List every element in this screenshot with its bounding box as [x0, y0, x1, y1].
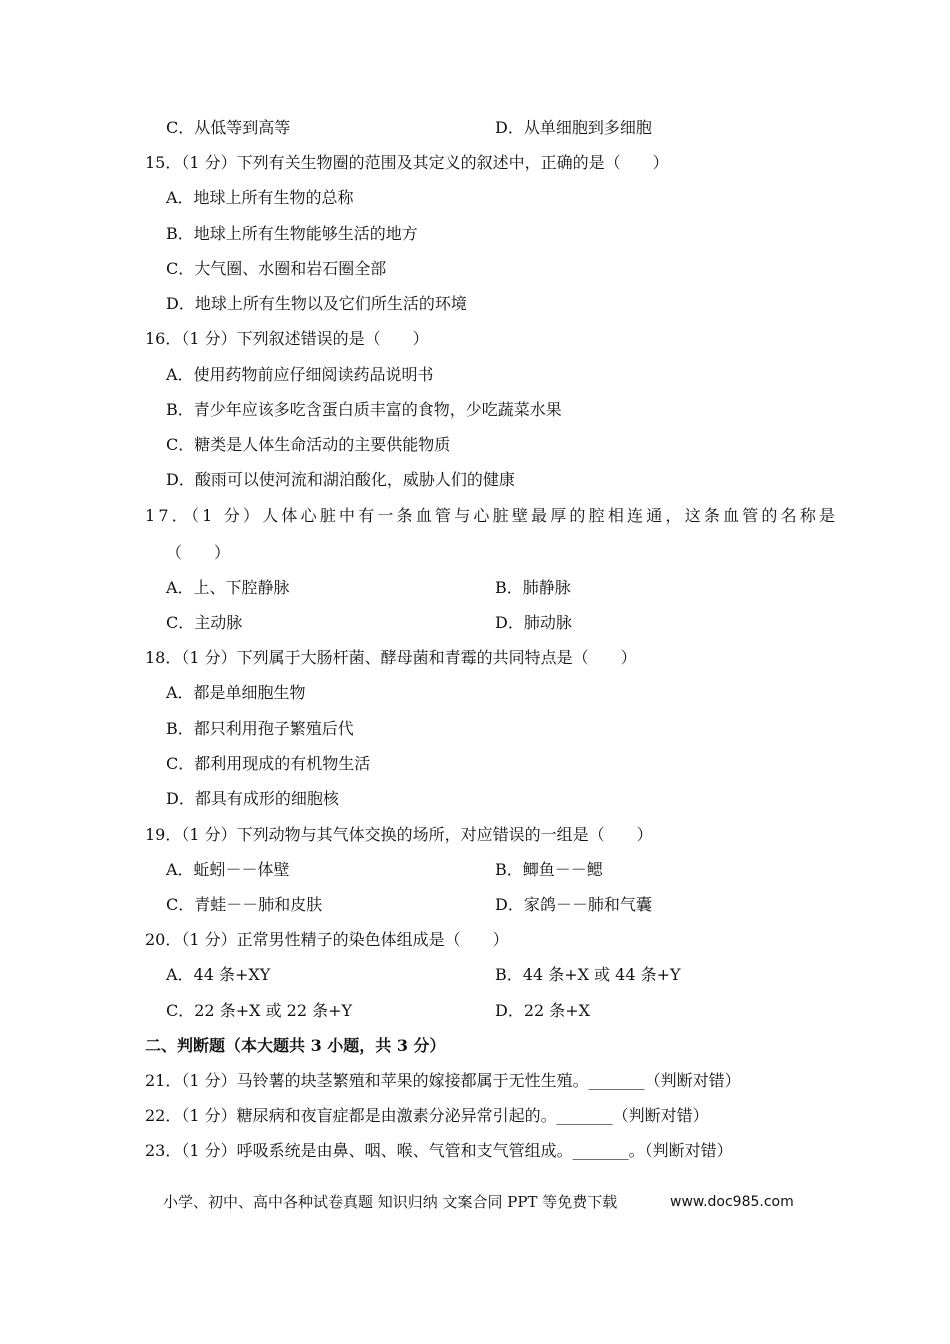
section-heading-true-false: 二、判断题（本大题共 3 小题，共 3 分） — [145, 1036, 446, 1055]
q17-option-b: B．肺静脉 — [495, 578, 571, 597]
q19-option-c: C．青蛙－－肺和皮肤 — [166, 895, 323, 914]
q19-option-d: D．家鸽－－肺和气囊 — [495, 895, 652, 914]
q19-stem: 19．（1 分）下列动物与其气体交换的场所，对应错误的一组是（ ） — [145, 825, 653, 844]
q18-option-b: B．都只利用孢子繁殖后代 — [166, 719, 354, 738]
q16-option-c: C．糖类是人体生命活动的主要供能物质 — [166, 435, 451, 454]
q20-option-a: A．44 条+XY — [166, 965, 271, 984]
q20-option-b: B．44 条+X 或 44 条+Y — [495, 965, 681, 984]
q15-stem: 15．（1 分）下列有关生物圈的范围及其定义的叙述中，正确的是（ ） — [145, 153, 669, 172]
q14-option-c: C．从低等到高等 — [166, 118, 291, 137]
q20-option-c: C．22 条+X 或 22 条+Y — [166, 1001, 353, 1020]
footer-site-link[interactable]: www.doc985.com — [670, 1194, 794, 1210]
q19-option-b: B．鲫鱼－－鳃 — [495, 860, 603, 879]
q18-option-c: C．都利用现成的有机物生活 — [166, 754, 371, 773]
q20-option-d: D．22 条+X — [495, 1001, 591, 1020]
q15-option-a: A．地球上所有生物的总称 — [166, 188, 354, 207]
page-footer — [163, 1191, 803, 1213]
q17-option-d: D．肺动脉 — [495, 613, 572, 632]
q15-option-b: B．地球上所有生物能够生活的地方 — [166, 224, 418, 243]
q23-stem: 23．（1 分）呼吸系统是由鼻、咽、喉、气管和支气管组成。_______。（判断对错） — [145, 1141, 733, 1160]
q18-option-a: A．都是单细胞生物 — [166, 683, 306, 702]
footer-text: 小学、初中、高中各种试卷真题 知识归纳 文案合同 PPT 等免费下载 — [163, 1193, 618, 1211]
q16-stem: 16．（1 分）下列叙述错误的是（ ） — [145, 329, 429, 348]
q14-option-d: D．从单细胞到多细胞 — [495, 118, 652, 137]
q17-option-c: C．主动脉 — [166, 613, 243, 632]
q20-stem: 20．（1 分）正常男性精子的染色体组成是（ ） — [145, 930, 509, 949]
q22-stem: 22．（1 分）糖尿病和夜盲症都是由激素分泌异常引起的。_______（判断对错） — [145, 1106, 709, 1125]
q16-option-a: A．使用药物前应仔细阅读药品说明书 — [166, 365, 434, 384]
q15-option-c: C．大气圈、水圈和岩石圈全部 — [166, 259, 387, 278]
q16-option-b: B．青少年应该多吃含蛋白质丰富的食物，少吃蔬菜水果 — [166, 400, 562, 419]
q19-option-a: A．蚯蚓－－体壁 — [166, 860, 290, 879]
q17-option-a: A．上、下腔静脉 — [166, 578, 290, 597]
q21-stem: 21．（1 分）马铃薯的块茎繁殖和苹果的嫁接都属于无性生殖。_______（判断对错） — [145, 1071, 741, 1090]
q15-option-d: D．地球上所有生物以及它们所生活的环境 — [166, 294, 467, 313]
q16-option-d: D．酸雨可以使河流和湖泊酸化，威胁人们的健康 — [166, 470, 515, 489]
q18-option-d: D．都具有成形的细胞核 — [166, 789, 339, 808]
q18-stem: 18．（1 分）下列属于大肠杆菌、酵母菌和青霉的共同特点是（ ） — [145, 648, 637, 667]
q17-stem-line2: （ ） — [166, 543, 231, 562]
q17-stem-line1: 17．（1 分）人体心脏中有一条血管与心脏壁最厚的腔相连通，这条血管的名称是 — [145, 506, 839, 525]
